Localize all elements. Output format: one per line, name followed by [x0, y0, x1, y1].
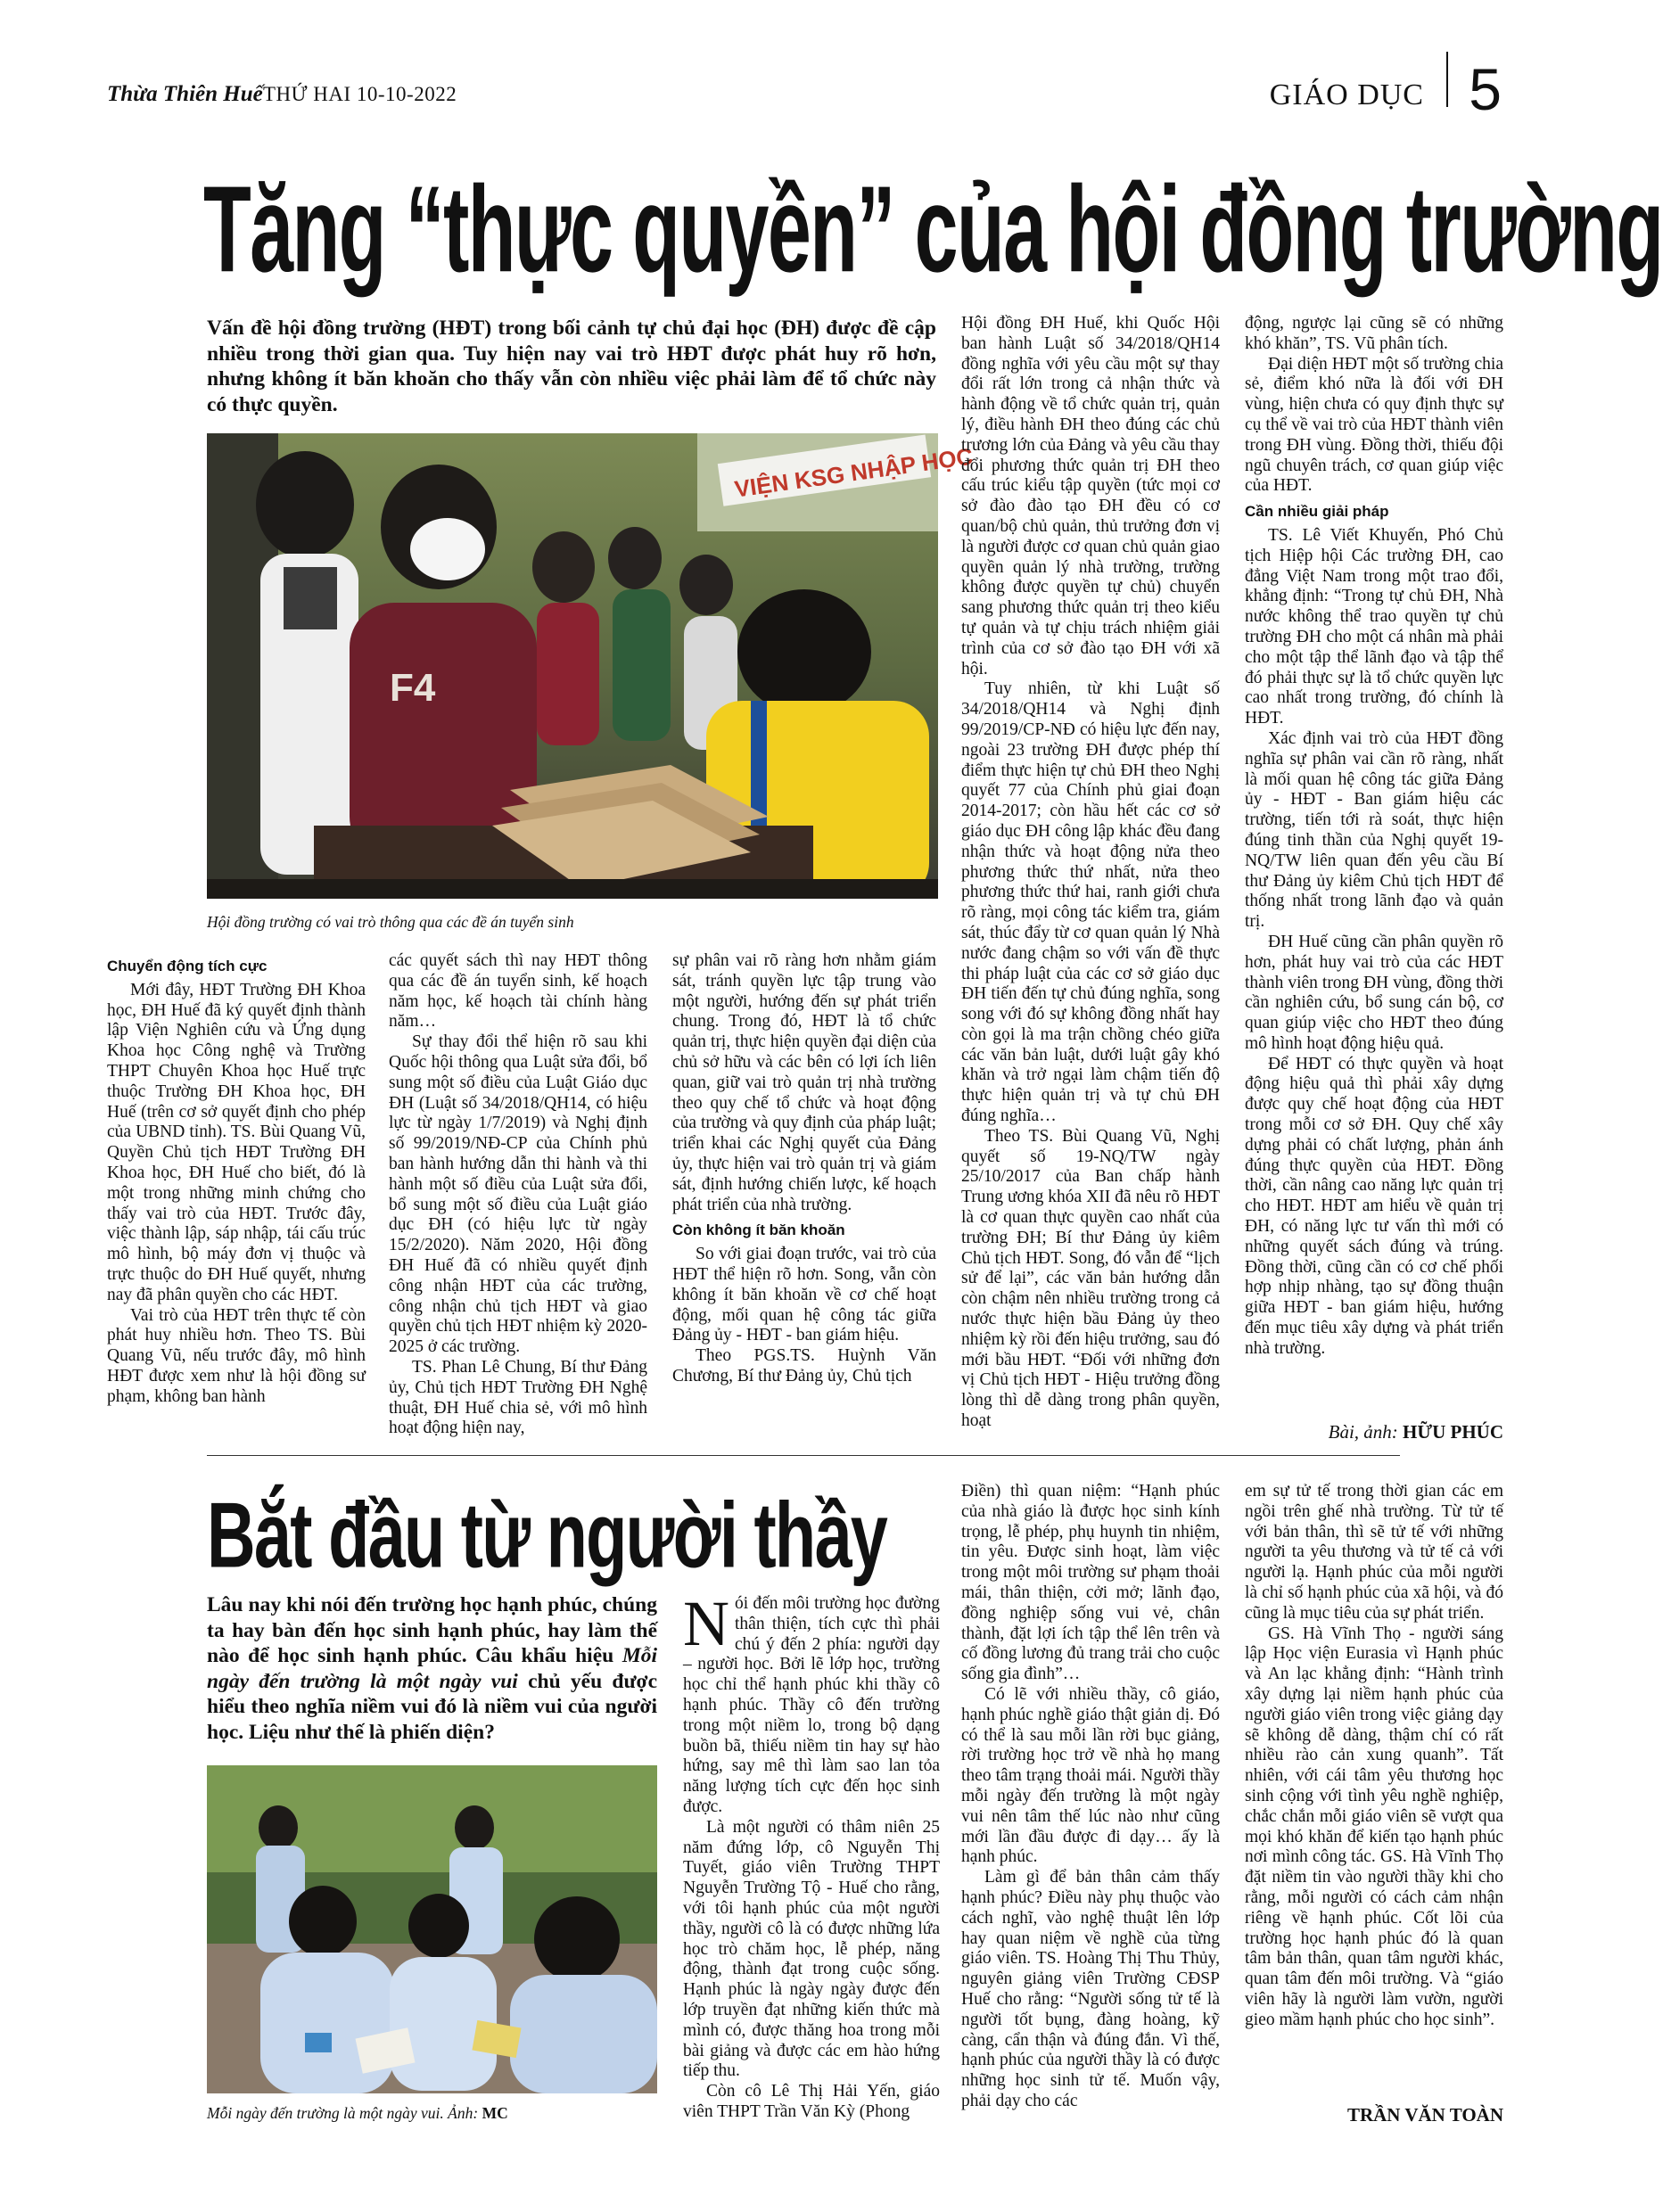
article2-column-1	[683, 1588, 940, 2123]
admission-scene-image	[207, 433, 976, 899]
paragraph: Theo TS. Bùi Quang Vũ, Nghị quyết số 19-NQ/TW ngày 25/10/2017 của Ban chấp hành Trung ương khóa XII đã nêu rõ HĐT là cơ quan thực quyền cao nhất của trường ĐH; Bí thư Đảng ủy kiêm Chủ tịch HĐT. Song, đó vẫn để “lịch sử để lại”, các văn bản hướng dẫn còn chậm nên nhiều trường trong cả nước thực hiện bầu Đảng ủy theo nhiệm kỳ rồi đến hiệu trưởng, sau đó mới bầu HĐT. “Đối với những đơn vị Chủ tịch HĐT - Hiệu trưởng đồng lòng thì dễ dàng trong phân quyền, hoạt	[961, 1126, 1220, 1431]
paragraph: Điền) thì quan niệm: “Hạnh phúc của nhà giáo là được học sinh kính trọng, lễ phép, phụ huynh tin nhiệm, tin yêu. Được sinh hoạt, làm việc trong một môi trường sư phạm thoải mái, thân thiện, cởi mở; lãnh đạo, đồng nghiệp sống vui vẻ, chân thành, đặt lợi ích tập thể lên trên và cố đồng lương đủ trang trải cho cuộc sống gia đình”…	[961, 1482, 1220, 1684]
caption-text: Mỗi ngày đến trường là một ngày vui. Ảnh:	[207, 2104, 479, 2122]
paragraph: Có lẽ với nhiều thầy, cô giáo, hạnh phúc nghề giáo thật giản dị. Đó có thể là sau mỗi lần rời bục giảng, rời trường học trở về nhà họ mang theo tâm trạng thoải mái. Người thầy mỗi ngày đến trường là một ngày vui nên tâm thế lúc nào như cũng mới lần đầu được đi dạy… ấy là hạnh phúc.	[961, 1684, 1220, 1867]
article1-subhead-2: Còn không ít băn khoăn	[672, 1221, 845, 1239]
newspaper-brand: Thừa Thiên Huế	[107, 82, 263, 106]
paragraph: Hội đồng ĐH Huế, khi Quốc Hội ban hành Luật số 34/2018/QH14 đồng nghĩa với yêu cầu một sự thay đổi rất lớn trong cả nhận thức và hành động về tổ chức quản trị, quản lý, điều hành ĐH theo đúng các chủ trương lớn của Đảng và yêu cầu thay đổi phương thức quản trị ĐH theo cấu trúc kiểu tập quyền (tức mọi cơ sở đào đào tạo ĐH đều có cơ quan/bộ chủ quản, thủ trưởng đơn vị là người được cơ quan chủ quản giao quyền quản lý nhà trường, trường không được quyền tự chủ) chuyển sang phương thức quản trị theo kiểu tự quản và tự chịu trách nhiệm giải trình của cơ sở đào tạo ĐH với xã hội.	[961, 314, 1220, 678]
article1-headline: Tăng “thực quyền” của hội đồng trường	[203, 160, 1663, 299]
issue-date: THỨ HAI 10-10-2022	[263, 83, 457, 105]
paragraph: So với giai đoạn trước, vai trò của HĐT thể hiện rõ hơn. Song, vẫn còn không ít băn khoăn về cơ chế hoạt động, mối quan hệ công tác giữa Đảng ủy - HĐT - ban giám hiệu.	[672, 1245, 936, 1345]
paragraph: Xác định vai trò của HĐT đồng nghĩa sự phân vai cần rõ ràng, nhất là mối quan hệ công tác giữa Đảng ủy - HĐT - Ban giám hiệu các trường, tiến tới rà soát, thực hiện đúng tinh thần của Nghị quyết 19-NQ/TW liên quan đến yêu cầu Bí thư Đảng ủy kiêm Chủ tịch HĐT để thống nhất trong lãnh đạo và quản trị.	[1245, 728, 1503, 932]
article1-column-4	[961, 314, 1220, 1432]
article1-subhead-3: Cần nhiều giải pháp	[1245, 503, 1389, 521]
article1-column-5	[1245, 314, 1503, 1360]
paragraph: Là một người có thâm niên 25 năm đứng lớp, cô Nguyễn Thị Tuyết, giáo viên Trường THPT Nguyễn Trường Tộ - Huế cho rằng, với tôi hạnh phúc của một người thầy, người cô là có được những lứa học trò chăm học, lễ phép, năng động, thành đạt trong cuộc sống. Hạnh phúc là ngày ngày được đến lớp truyền đạt những kiến thức mà mình có, được thăng hoa trong mỗi bài giảng và được các em hào hứng tiếp thu.	[683, 1817, 940, 2081]
paragraph: sự phân vai rõ ràng hơn nhằm giám sát, tránh quyền lực tập trung vào một người, hướng đến sự phát triển chung. Trong đó, HĐT là tổ chức quản trị, thực hiện quyền đại diện của chủ sở hữu và các bên có lợi ích liên quan, giữ vai trò quản trị nhà trường theo quy chế tổ chức và hoạt động của trường và quy định của pháp luật; triển khai các Nghị quyết của Đảng ủy, thực hiện vai trò quản trị và giám sát, định hướng chiến lược, kế hoạch phát triển của nhà trường.	[672, 951, 936, 1214]
lead-part: chủ yếu được hiểu theo nghĩa niềm vui đó là niềm vui của người học. Liệu như thế là phiến diện?	[207, 1669, 657, 1744]
paragraph: ói đến môi trường học đường thân thiện, tích cực thì phải chú ý đến 2 phía: người dạy – người học. Bởi lẽ lớp học, trường học chỉ thể hạnh phúc khi thầy cô hạnh phúc. Thầy cô đến trường trong một niềm lo, trong bộ dạng buồn bã, thiếu niềm tin hay sự hào hứng, say mê thì làm sao lan tỏa năng lượng tích cực đến học sinh được.	[683, 1594, 940, 1816]
paragraph: ĐH Huế cũng cần phân quyền rõ hơn, phát huy vai trò của các HĐT thành viên trong ĐH vùng, đồng thời cần nghiên cứu, bổ sung cán bộ, cơ quan giúp việc cho HĐT theo đúng mô hình hoạt động hiệu quả.	[1245, 932, 1503, 1053]
article2-photo	[207, 1765, 657, 2093]
article2-column-3	[1245, 1482, 1503, 2031]
header-divider	[1446, 52, 1448, 107]
paragraph: TS. Lê Viết Khuyến, Phó Chủ tịch Hiệp hội Các trường ĐH, cao đẳng Việt Nam trong một trao đổi, khẳng định: “Trong tự chủ ĐH, Nhà nước không thể trao quyền tự chủ trường ĐH cho một cá nhân mà phải cho một tập thể lãnh đạo và tập thể đó phải thực sự là tổ chức quyền lực cao nhất trong trường, đó chính là HĐT.	[1245, 525, 1503, 728]
paragraph: động, ngược lại cũng sẽ có những khó khăn”, TS. Vũ phân tích.	[1245, 314, 1503, 353]
paragraph: Còn cô Lê Thị Hải Yến, giáo viên THPT Trần Văn Kỳ (Phong	[683, 2082, 940, 2121]
byline-label: Bài, ảnh:	[1328, 1421, 1398, 1443]
article1-subhead-1: Chuyển động tích cực	[107, 958, 268, 974]
paragraph: Vai trò của HĐT trên thực tế còn phát huy nhiều hơn. Theo TS. Bùi Quang Vũ, nếu trước đây, mô hình HĐT được xem như là hội đồng sư phạm, không ban hành	[107, 1305, 366, 1406]
article1-lead: Vấn đề hội đồng trường (HĐT) trong bối cảnh tự chủ đại học (ĐH) được đề cập nhiều trong thời gian qua. Tuy hiện nay vai trò HĐT được phát huy rõ hơn, nhưng không ít băn khoăn cho thấy vẫn còn nhiều việc phải làm để tổ chức này có thực quyền.	[207, 317, 936, 416]
byline-name: HỮU PHÚC	[1403, 1421, 1503, 1443]
article1-column-3	[672, 951, 936, 1387]
article2-lead	[207, 1592, 657, 1746]
paragraph: em sự tử tế trong thời gian các em ngồi trên ghế nhà trường. Từ tử tế với bản thân, thì sẽ tử tế với những người ta yêu thương và tử tế cả với người lạ. Hạnh phúc của mỗi người là chỉ số hạnh phúc của xã hội, và đó cũng là mục tiêu của sự phát triển.	[1245, 1482, 1503, 1623]
section-name: GIÁO DỤC	[1269, 78, 1424, 111]
lead-slogan: Mỗi ngày đến trường là một ngày vui	[207, 1644, 657, 1693]
paragraph: các quyết sách thì nay HĐT thông qua các đề án tuyển sinh, kế hoạch năm học, kế hoạch tài chính hàng năm…	[389, 951, 647, 1032]
article1-byline	[1245, 1421, 1503, 1443]
article2-column-2	[961, 1482, 1220, 2112]
dropcap: N	[683, 1588, 729, 1659]
paragraph: TS. Phan Lê Chung, Bí thư Đảng ủy, Chủ tịch HĐT Trường ĐH Nghệ thuật, ĐH Huế chia sẻ, với mô hình hoạt động hiện nay,	[389, 1357, 647, 1438]
paragraph: GS. Hà Vĩnh Thọ - người sáng lập Học viện Eurasia vì Hạnh phúc và An lạc khẳng định: “Hành trình xây dựng lại niềm hạnh phúc của người giáo viên trong việc giảng dạy sẽ không dễ dàng, thậm chí có rất nhiều rào cản xung quanh”. Tất nhiên, với cái tâm yêu thương học sinh cộng với tình yêu nghề nghiệp, chắc chắn mỗi giáo viên sẽ vượt qua mọi khó khăn để kiến tạo hạnh phúc nơi mình công tác. GS. Hà Vĩnh Thọ đặt niềm tin vào người thầy khi cho rằng, mỗi người có cách cảm nhận riêng về hạnh phúc. Cốt lõi của trường học hạnh phúc đó là quan tâm bản thân, quan tâm người khác, quan tâm đến môi trường. Và “giáo viên hãy là người làm vườn, người gieo mầm hạnh phúc cho học sinh”.	[1245, 1624, 1503, 2029]
students-activity-image	[207, 1765, 657, 2093]
page-number: 5	[1469, 56, 1502, 122]
paragraph: Mới đây, HĐT Trường ĐH Khoa học, ĐH Huế đã ký quyết định thành lập Viện Nghiên cứu và Ứng dụng Khoa học Công nghệ và Trường THPT Chuyên Khoa học Huế trực thuộc Trường ĐH Khoa học, ĐH Huế (trên cơ sở quyết định cho phép của UBND tỉnh). TS. Bùi Quang Vũ, Quyền Chủ tịch HĐT Trường ĐH Khoa học, ĐH Huế cho biết, đó là một trong những minh chứng cho thấy vai trò của HĐT. Trước đây, việc thành lập, sáp nhập, tái cấu trúc mô hình, bộ máy đơn vị thuộc và trực thuộc do ĐH Huế quyết, nhưng nay đã phân quyền cho các HĐT.	[107, 980, 366, 1304]
article2-byline: TRẦN VĂN TOÀN	[1346, 2104, 1503, 2126]
paragraph: Để HĐT có thực quyền và hoạt động hiệu quả thì phải xây dựng được quy chế hoạt động của HĐT trong mỗi cơ sở ĐH. Quy chế xây dựng phải có chất lượng, phản ánh đúng thực quyền của HĐT. Đồng thời, cần nâng cao năng lực quản trị cho HĐT. HĐT am hiểu về quản trị ĐH, có năng lực tư vấn thì mới có những quyết sách đúng và trúng. Đồng thời, cũng cần có cơ chế phối hợp nhịp nhàng, tạo sự đồng thuận giữa HĐT - ban giám hiệu, hướng đến mục tiêu xây dựng và phát triển nhà trường.	[1245, 1054, 1503, 1358]
article2-photo-caption	[207, 2104, 657, 2123]
article1-photo	[207, 433, 976, 899]
paragraph: Làm gì để bản thân cảm thấy hạnh phúc? Điều này phụ thuộc vào cách nghĩ, vào nghệ thuật lên lớp hay quan niệm về nghề của từng giáo viên. TS. Hoàng Thị Thu Thủy, nguyên giảng viên Trường CĐSP Huế cho rằng: “Người sống tử tế là người tốt bụng, đàng hoàng, kỹ càng, cẩn thận và đúng đắn. Vì thế, hạnh phúc của người thầy là có được những học sinh tử tế. Muốn vậy, phải dạy cho các	[961, 1868, 1220, 2110]
article1-column-1	[107, 951, 366, 1408]
banner-sign-text: VIỆN KSG NHẬP HỌC	[732, 442, 976, 503]
article1-column-2	[389, 951, 647, 1439]
photo-credit: MC	[482, 2104, 508, 2122]
article-divider	[207, 1455, 1400, 1456]
paragraph: Tuy nhiên, từ khi Luật số 34/2018/QH14 và Nghị định 99/2019/CP-NĐ có hiệu lực đến nay, ngoài 23 trường ĐH được phép thí điểm thực hiện tự chủ ĐH theo Nghị quyết 77 của Chính phủ giai đoạn 2014-2017; còn hầu hết các cơ sở giáo dục ĐH công lập khác đều đang nhận thức và hoạt động nửa theo phương thức thứ nhất, nửa theo phương thức thứ hai, ranh giới chưa rõ ràng, mọi công tác kiểm tra, giám sát, thúc đẩy từ cơ quan quản lý Nhà nước đang chậm so với vấn đề thực thi pháp luật của các cơ sở giáo dục ĐH tiến đến tự chủ đúng nghĩa, song song với đó sự không đồng nhất hay còn gọi là ma trận chồng chéo giữa các văn bản luật, dưới luật gây khó khăn và trở ngại làm chậm tiến độ thực hiện quản trị và tự chủ ĐH đúng nghĩa…	[961, 679, 1220, 1126]
svg-text:F4: F4	[390, 666, 436, 710]
paragraph: Đại diện HĐT một số trường chia sẻ, điểm khó nữa là đối với ĐH vùng, hiện chưa có quy định thực sự cụ thể về vai trò của HĐT thành viên trong ĐH vùng. Đồng thời, thiếu đội ngũ chuyên trách, cơ quan giúp việc của HĐT.	[1245, 354, 1503, 496]
lead-part: Lâu nay khi nói đến trường học hạnh phúc, chúng ta hay bàn đến học sinh hạnh phúc, hay làm thế nào để học sinh hạnh phúc. Câu khẩu hiệu	[207, 1593, 657, 1668]
paragraph: Theo PGS.TS. Huỳnh Văn Chương, Bí thư Đảng ủy, Chủ tịch	[672, 1346, 936, 1386]
article2-headline: Bắt đầu từ người thầy	[207, 1483, 887, 1587]
article1-photo-caption: Hội đồng trường có vai trò thông qua các đề án tuyển sinh	[207, 913, 574, 931]
paragraph: Sự thay đổi thể hiện rõ sau khi Quốc hội thông qua Luật sửa đổi, bổ sung một số điều của Luật Giáo dục ĐH (Luật số 34/2018/QH14, có hiệu lực từ ngày 1/7/2019) và Nghị định số 99/2019/NĐ-CP của Chính phủ ban hành hướng dẫn thi hành và thi hành một số điều của Luật sửa đổi, bổ sung một số điều của Luật giáo dục ĐH (có hiệu lực từ ngày 15/2/2020). Năm 2020, Hội đồng ĐH Huế đã có nhiều quyết định công nhận HĐT của các trường, công nhận chủ tịch HĐT và giao quyền chủ tịch HĐT nhiệm kỳ 2020-2025 ở các trường.	[389, 1032, 647, 1357]
